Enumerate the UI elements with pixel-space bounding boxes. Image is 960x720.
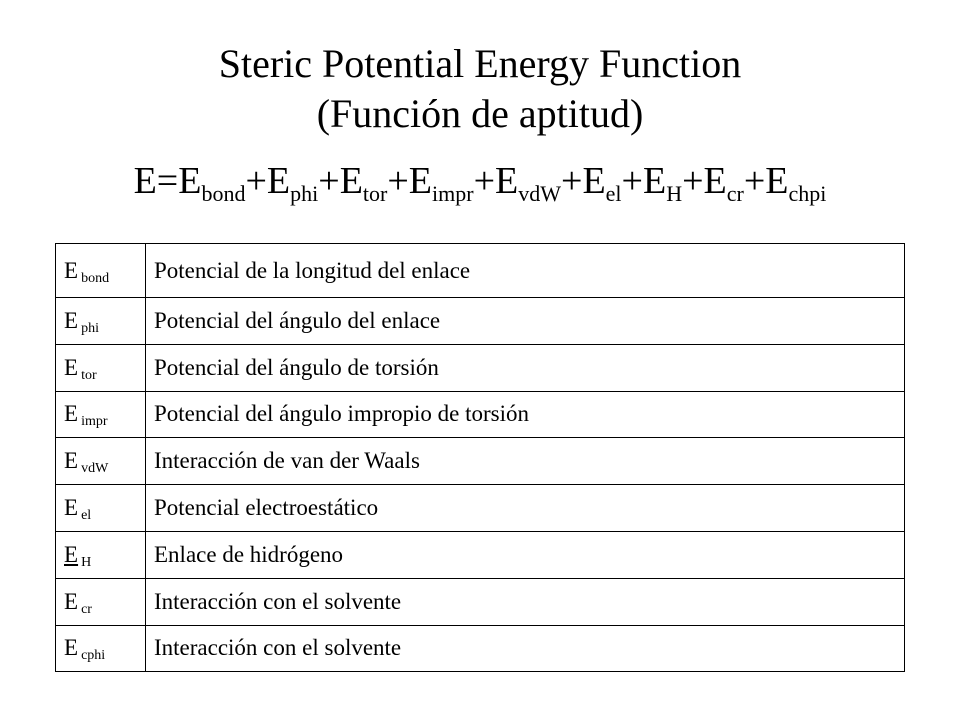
equation-term: $E_{chpi}$: [765, 160, 827, 206]
table-row: [56, 578, 905, 625]
term-description: Potencial del ángulo de torsión: [146, 344, 905, 391]
term-description: Potencial del ángulo del enlace: [146, 298, 905, 345]
energy-terms-table: [55, 243, 905, 672]
equation-term: $E_{impr}+$: [408, 160, 496, 206]
equation-term: $E_H+$: [642, 160, 704, 206]
table-row: [56, 625, 905, 672]
equation-lhs: E=: [133, 160, 179, 202]
equation-term: $E_{tor}+$: [339, 160, 409, 206]
table-row: [56, 298, 905, 345]
term-description: Potencial de la longitud del enlace: [146, 244, 905, 298]
energy-equation: [0, 156, 960, 206]
term-symbol: E $_{impr}$: [56, 391, 146, 438]
term-symbol: E $_{cphi}$: [56, 625, 146, 672]
equation-term: $E_{bond}+$: [178, 160, 267, 206]
table-row: [56, 438, 905, 485]
term-symbol: E $_{phi}$: [56, 298, 146, 345]
term-symbol: E $_{vdW}$: [56, 438, 146, 485]
term-symbol: E $_{el}$: [56, 485, 146, 532]
term-symbol: E $_{bond}$: [56, 244, 146, 298]
term-description: Enlace de hidrógeno: [146, 531, 905, 578]
term-symbol: E $_H$: [56, 531, 146, 578]
term-symbol: E $_{tor}$: [56, 344, 146, 391]
term-description: Interacción con el solvente: [146, 625, 905, 672]
term-description: Interacción de van der Waals: [146, 438, 905, 485]
slide-title: Steric Potential Energy Function: [218, 41, 742, 86]
term-description: Interacción con el solvente: [146, 578, 905, 625]
term-symbol: E $_{cr}$: [56, 578, 146, 625]
table-row: [56, 485, 905, 532]
slide-subtitle: (Función de aptitud): [316, 91, 644, 136]
table-row: [56, 391, 905, 438]
equation-term: $E_{phi}+$: [266, 160, 340, 206]
equation-term: $E_{vdW}+$: [495, 160, 583, 206]
table-row: [56, 531, 905, 578]
table-row: [56, 244, 905, 298]
table-row: [56, 344, 905, 391]
equation-term: $E_{cr}+$: [703, 160, 766, 206]
term-description: Potencial del ángulo impropio de torsión: [146, 391, 905, 438]
equation-term: $E_{el}+$: [582, 160, 643, 206]
term-description: Potencial electroestático: [146, 485, 905, 532]
